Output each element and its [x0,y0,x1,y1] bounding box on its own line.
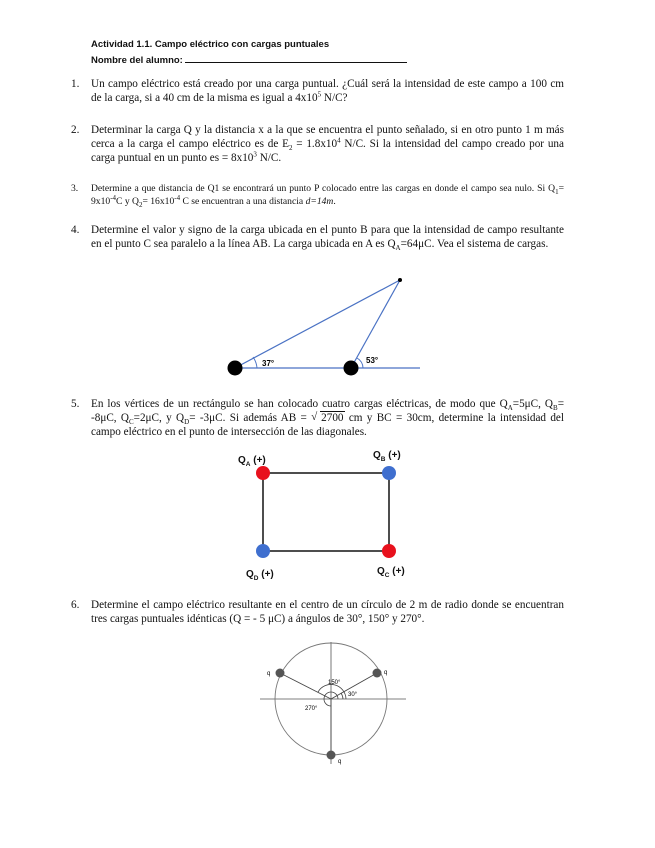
point-c [398,278,402,282]
charge-30 [373,669,382,678]
label-q-270: q [338,759,342,765]
charge-qc [382,544,396,558]
problem-number: 2. [71,124,80,136]
angle-a-label: 37° [262,359,275,368]
rectangle [263,473,389,551]
student-name-line[interactable] [185,53,407,63]
activity-title: Actividad 1.1. Campo eléctrico con cargas puntuales [91,39,330,50]
problem-text: Un campo eléctrico está creado por una carga puntual. ¿Cuál será la intensidad de este campo a 100 cm de la carga, si a 40 cm de la misma es igual a $4x10^5$ N/C? [91,78,564,104]
label-qc: $Q_C$ (+) [377,566,405,579]
circle-charges-figure [258,642,408,767]
charge-qb [382,466,396,480]
charge-b [344,361,359,376]
problem-number: 6. [71,599,80,611]
problem-number: 3. [71,183,79,194]
problem-number: 4. [71,224,80,236]
charge-a [228,361,243,376]
radius-150 [280,673,331,699]
problem-number: 1. [71,78,80,90]
student-name-label: Nombre del alumno: [91,55,183,66]
label-30: 30° [348,692,358,698]
label-150: 150° [328,680,341,686]
problem-text: Determine el campo eléctrico resultante en el centro de un círculo de 2 m de radio donde se encuentran tres cargas puntuales idénticas (Q = - 5 μC) a ángulos de 30°, 150° y 270°. [91,599,564,625]
problem-text: Determine el valor y signo de la carga ubicada en el punto B para que la intensidad de campo resultante en el punto C sea paralelo a la línea AB. La carga ubicada en A es $Q_A=64\mu C$. Vea el sistema de cargas. [91,224,564,253]
charge-qd [256,544,270,558]
label-q-30: q [384,670,388,676]
problem-text: Determine a que distancia de Q1 se encontrará un punto P colocado entre las cargas en donde el campo sea nulo. Si $Q_1= 9x10^{-4}C$ y $Q_2= 16x10^{-4}$ C se encuentran a una distancia d=14m. [91,183,564,209]
arc-30 [341,693,343,699]
problem-text: Determinar la carga Q y la distancia x a la que se encuentra el punto señalado, si en otro punto 1 m más cerca a la carga el campo eléctrico es de $E_2 = 1.8x10^4$ N/C. Si la intensidad del campo creado por una carga puntual en un punto es = $8x10^3$ N/C. [91,124,564,164]
angle-arc-a [253,357,257,368]
charge-qa [256,466,270,480]
student-name-row [91,53,407,66]
label-qd: $Q_D$ (+) [246,569,274,582]
label-qa: $Q_A$ (+) [238,455,266,468]
sqrt-expression: √ 2700 [311,411,344,425]
angle-b-label: 53° [366,356,379,365]
charge-150 [276,669,285,678]
label-270: 270° [305,706,318,712]
rectangle-charges-figure [250,460,400,560]
charge-270 [327,751,336,760]
problem-number: 5. [71,398,80,410]
label-qb: $Q_B$ (+) [373,450,401,463]
problem-text: En los vértices de un rectángulo se han colocado cuatro cargas eléctricas, de modo que $Q_A=5\mu C$, $Q_B= -8\mu C$, $Q_C=2\mu C$, y $Q_D= -3\mu C$. Si además AB = √ 2700 cm y BC = 30cm, determine la intensidad del campo eléctrico en el punto de intersección de las diagonales. [91,397,564,439]
label-q-150: q [267,671,271,677]
charge-system-figure [220,270,425,382]
